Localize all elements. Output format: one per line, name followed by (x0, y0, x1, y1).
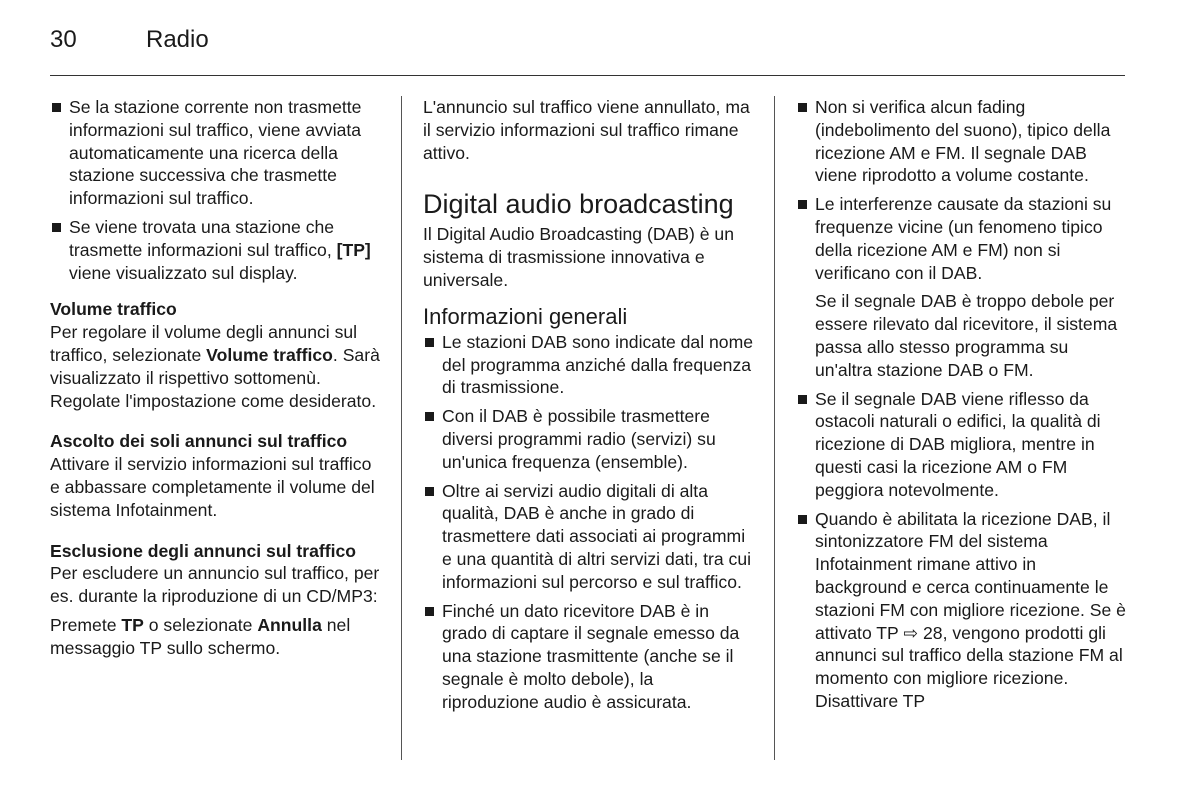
text: nel messaggio TP sullo schermo. (50, 614, 351, 658)
tp-indicator: [TP] (336, 239, 371, 260)
subheading-volume: Volume traffico (50, 299, 177, 320)
text: , vengono prodotti gli annunci sul traffico della stazione FM al momento con migliore ricezione. Disattivare TP (815, 622, 1123, 711)
paragraph (50, 321, 380, 412)
paragraph: Attivare il servizio informazioni sul traffico e abbassare completamente il volume del sistema Infotainment. (50, 454, 375, 520)
paragraph: Il Digital Audio Broadcasting (DAB) è un sistema di trasmissione innovativa e universale. (423, 224, 734, 290)
indented-paragraph: Se il segnale DAB è troppo debole per essere rilevato dal ricevitore, il sistema passa allo stesso programma su un'altra stazione DAB o FM. (815, 291, 1118, 380)
page-ref-arrow-icon: ⇨ (903, 622, 919, 643)
column-divider-1 (401, 96, 402, 760)
list-item: Le stazioni DAB sono indicate dal nome del programma anziché dalla frequenza di trasmissione. (423, 331, 753, 399)
bullet-list (50, 96, 380, 284)
text: o selezionate (143, 614, 258, 635)
column-3 (796, 96, 1126, 719)
text: Premete (50, 614, 122, 635)
list-item: Le interferenze causate da stazioni su frequenze vicine (un fenomeno tipico della ricezione AM e FM) non si verificano con il DAB. (796, 193, 1126, 284)
list-item: Non si verifica alcun fading (indebolimento del suono), tipico della ricezione AM e FM. Il segnale DAB viene riprodotto a volume costante. (796, 96, 1126, 187)
column-2 (423, 96, 753, 720)
bullet-list (796, 388, 1126, 713)
section-heading-dab: Digital audio broadcasting (423, 189, 734, 220)
tp-term: TP (121, 614, 144, 635)
text: Se viene trovata una stazione che trasmette informazioni sul traffico, (69, 216, 337, 260)
list-item (796, 508, 1126, 713)
page-reference: 28 (923, 622, 943, 643)
menu-term: Volume traffico (206, 344, 333, 365)
annulla-term: Annulla (257, 614, 322, 635)
bullet-list (796, 96, 1126, 284)
text: viene visualizzato sul display. (69, 262, 298, 283)
paragraph (50, 614, 380, 660)
list-item: Oltre ai servizi audio digitali di alta qualità, DAB è anche in grado di trasmettere dati associati ai programmi e una quantità di altri servizi dati, tra cui informazioni sul percorso e sul traffico. (423, 480, 753, 594)
subheading-ascolto: Ascolto dei soli annunci sul traffico (50, 431, 348, 452)
text: . Sarà visualizzato il rispettivo sottomenù. Regolate l'impostazione come desiderato. (50, 344, 380, 411)
list-item: Se la stazione corrente non trasmette informazioni sul traffico, viene avviata automaticamente una ricerca della stazione successiva che trasmette informazioni sul traffico. (50, 96, 380, 210)
subheading-esclusione: Esclusione degli annunci sul traffico (50, 540, 356, 561)
text: Per regolare il volume degli annunci sul traffico, selezionate (50, 322, 358, 365)
text: Quando è abilitata la ricezione DAB, il sintonizzatore FM del sistema Infotainment rimane attivo in background e cerca continuamente le stazioni FM con migliore ricezione. Se è attivato TP (815, 508, 1126, 643)
page-title: Radio (146, 26, 209, 53)
paragraph: Per escludere un annuncio sul traffico, per es. durante la riproduzione di un CD/MP3: (50, 563, 380, 607)
column-divider-2 (774, 96, 775, 760)
column-1 (50, 96, 380, 660)
list-item (50, 216, 380, 284)
list-item: Se il segnale DAB viene riflesso da ostacoli naturali o edifici, la qualità di ricezione di DAB migliora, mentre in questi casi la ricezione AM o FM peggiora notevolmente. (796, 388, 1126, 502)
bullet-list (423, 331, 753, 714)
list-item: Con il DAB è possibile trasmettere diversi programmi radio (servizi) su un'unica frequenza (ensemble). (423, 405, 753, 473)
section-heading-info: Informazioni generali (423, 303, 628, 329)
list-item: Finché un dato ricevitore DAB è in grado di captare il segnale emesso da una stazione trasmittente (anche se il segnale è molto debole), la riproduzione audio è assicurata. (423, 600, 753, 714)
header-divider (50, 75, 1125, 76)
page-number: 30 (50, 26, 77, 53)
paragraph: L'annuncio sul traffico viene annullato, ma il servizio informazioni sul traffico rimane attivo. (423, 97, 750, 163)
page-header (0, 0, 1200, 80)
